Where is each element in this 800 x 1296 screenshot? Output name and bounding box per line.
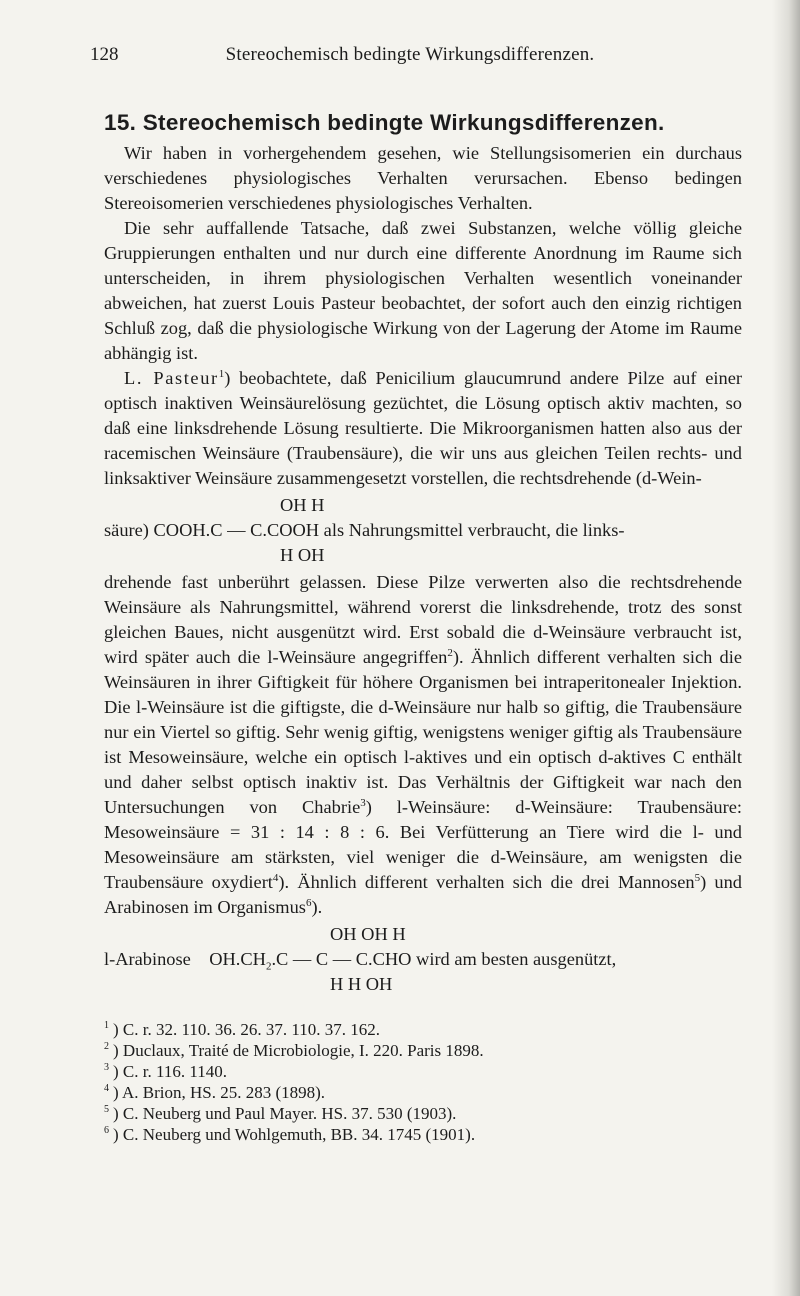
footnote-number: 5: [104, 1104, 109, 1116]
formula-subscript: 2: [265, 960, 272, 973]
formula-main: OH.CH: [209, 949, 266, 969]
footnote: [104, 1061, 742, 1082]
footnote: [104, 1124, 742, 1145]
section-title: 15. Stereochemisch bedingte Wirkungsdifferenzen.: [104, 110, 665, 135]
author-name: L. Pasteur: [124, 368, 219, 388]
formula-top: OH OH H: [330, 924, 406, 944]
footnote-number: 6: [104, 1125, 109, 1137]
paragraph-4: [104, 570, 742, 920]
paragraph-4-text-a: drehende fast unberührt gelassen. Diese Pilze verwerten also die rechtsdrehende Weinsäure als Nahrungsmittel, während vorerst die linksdrehende, trotz des sonst gleichen Baues, nicht ausgenützt wird. Erst sobald die d-Weinsäure verbraucht ist, wird später auch die l-Weinsäure angegriffen: [104, 572, 742, 667]
footnote-number: 2: [104, 1041, 109, 1053]
footnote: [104, 1040, 742, 1061]
page-number: 128: [90, 44, 119, 65]
paragraph-4-text-e: ) und Arabinosen im Organismus: [104, 872, 742, 917]
footnote-number: 4: [104, 1083, 109, 1095]
footnote-ref: 6: [305, 896, 312, 909]
footnote-ref: 3: [360, 796, 366, 809]
footnote: [104, 1019, 742, 1040]
formula-top: OH H: [280, 495, 325, 515]
footnote-ref: 2: [447, 646, 453, 659]
footnote-number: 3: [104, 1062, 109, 1074]
paragraph-3-text: ) beobachtete, daß Penicilium glaucumrund andere Pilze auf einer optisch inaktiven Weinsäurelösung gezüchtet, die Lösung optisch aktiv machten, so daß eine linksdrehende Lösung resultierte. Die Mikroorganismen hatten also aus der racemischen Weinsäure (Traubensäure), die wir uns aus gleichen Teilen rechts- und linksaktiver Weinsäure zusammengesetzt vorstellen, die rechtsdrehende (d-Wein-: [104, 368, 742, 488]
page-edge-shadow: [772, 0, 800, 1296]
formula-arabinose: [104, 922, 742, 997]
formula-bottom: H OH: [280, 545, 325, 565]
formula-main-line: [104, 518, 742, 543]
footnote: [104, 1103, 742, 1124]
footnote-text: ) C. Neuberg und Wohlgemuth, BB. 34. 1745 (1901).: [113, 1125, 476, 1144]
paragraph-4-text-b: ). Ähnlich different verhalten sich die Weinsäuren in ihrer Giftigkeit für höhere Organismen bei intraperitonealer Injektion. Die l-Weinsäure ist die giftigste, die d-Weinsäure nur halb so giftig, die Traubensäure nur ein Viertel so giftig. Sehr wenig giftig, wenigstens weniger giftig als Traubensäure ist Mesoweinsäure, welche ein optisch l-aktives und ein optisch d-aktives C enthält und daher selbst optisch inaktiv ist. Das Verhältnis der Giftigkeit war nach den Untersuchungen von Chabrie: [104, 647, 742, 817]
footnote-ref: 1: [218, 367, 225, 380]
footnote-text: ) C. Neuberg und Paul Mayer. HS. 37. 530 (1903).: [113, 1104, 457, 1123]
footnote-text: ) C. r. 32. 110. 36. 26. 37. 110. 37. 162.: [113, 1020, 380, 1039]
footnotes: [104, 1019, 742, 1145]
formula-trailing-text: als Nahrungsmittel verbraucht, die links-: [323, 520, 625, 540]
running-title: Stereochemisch bedingte Wirkungsdifferenzen.: [225, 44, 595, 65]
formula-main-line: [104, 947, 742, 972]
formula-main-rest: .C — C — C.CHO: [271, 949, 412, 969]
paragraph-2: Die sehr auffallende Tatsache, daß zwei Substanzen, welche völlig gleiche Gruppierungen enthalten und nur durch eine differente Anordnung im Raume sich unterscheiden, in ihrem physiologischen Verhalten wesentlich voneinander abweichen, hat zuerst Louis Pasteur beobachtet, der sofort auch den einzig richtigen Schluß zog, daß die physiologische Wirkung von der Lagerung der Atome im Raume abhängig ist.: [104, 218, 742, 363]
paragraph-4-text-f: ).: [311, 897, 323, 917]
footnote-number: 1: [104, 1020, 109, 1032]
footnote: [104, 1082, 742, 1103]
footnote-ref: 5: [694, 871, 701, 884]
footnote-text: ) C. r. 116. 1140.: [113, 1062, 227, 1081]
page-header: [90, 44, 730, 70]
paragraph-3: [104, 366, 742, 491]
page-content: [104, 110, 742, 1145]
footnote-ref: 4: [272, 871, 279, 884]
footnote-text: ) Duclaux, Traité de Microbiologie, I. 220. Paris 1898.: [113, 1041, 484, 1060]
formula-tartaric: [104, 493, 742, 568]
paragraph-1: Wir haben in vorhergehendem gesehen, wie Stellungsisomerien ein durchaus verschiedenes physiologisches Verhalten verursachen. Ebenso bedingen Stereoisomerien verschiedenes physiologisches Verhalten.: [104, 143, 742, 213]
footnote-text: ) A. Brion, HS. 25. 283 (1898).: [113, 1083, 326, 1102]
paragraph-4-text-c: ) l-Weinsäure: d-Weinsäure: Traubensäure: Mesoweinsäure = 31 : 14 : 8 : 6. Bei Verfütterung an Tiere wird die l- und Mesoweinsäure am stärksten, viel weniger die d-Weinsäure, am wenigsten die Traubensäure oxydiert: [104, 797, 742, 892]
formula-trailing-text: wird am besten ausgenützt,: [416, 949, 617, 969]
formula-main: säure) COOH.C — C.COOH: [104, 520, 320, 540]
paragraph-4-text-d: ). Ähnlich different verhalten sich die drei Mannosen: [278, 872, 695, 892]
formula-label: l-Arabinose: [104, 949, 191, 969]
formula-bottom: H H OH: [330, 974, 393, 994]
